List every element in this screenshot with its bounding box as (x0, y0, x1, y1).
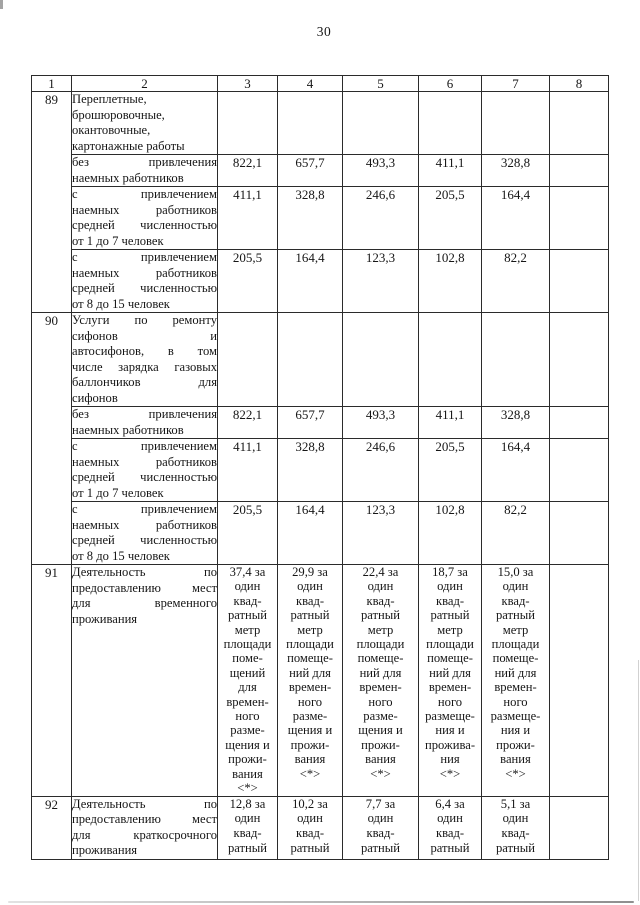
description-line: от 1 до 7 человек (72, 485, 164, 500)
description-line: для временного (72, 596, 217, 610)
value-line: площади (356, 637, 405, 652)
column-header-1: 1 (32, 76, 72, 92)
value-line: щений (229, 665, 266, 680)
value-line: щения и (287, 723, 333, 738)
empty-cell (218, 313, 278, 407)
description-line: средней численностью (72, 470, 217, 484)
value-line: один (297, 579, 323, 594)
value-line: <*> (299, 766, 321, 781)
value-line: ратный (227, 608, 267, 623)
description-line: проживания (72, 843, 138, 857)
service-description-cell (72, 796, 218, 859)
scan-bottom-edge-artifact (8, 901, 634, 903)
rate-value-cell: 164,4 (482, 439, 550, 502)
description-line: наемных работников (72, 265, 217, 280)
value-line: 12,8 за (229, 796, 266, 811)
value-line: поме- (232, 651, 263, 666)
table-row (32, 565, 609, 797)
value-line: <*> (237, 781, 258, 796)
table-row (32, 502, 609, 565)
value-line: квад- (366, 593, 395, 608)
value-line: один (502, 811, 529, 826)
value-line: метр (297, 622, 323, 637)
empty-cell (550, 313, 609, 407)
rate-value-cell: 657,7 (278, 407, 343, 439)
service-description-cell (72, 250, 218, 313)
value-line: площади (426, 637, 474, 652)
value-line: вания (232, 766, 263, 781)
description-line: предоставлению мест (72, 812, 217, 826)
description-line: наемных работников (72, 202, 217, 217)
service-description-cell (72, 313, 218, 407)
value-line: ного (297, 694, 323, 709)
rate-value-cell: 246,6 (343, 187, 419, 250)
description-line: сифонов (72, 390, 118, 405)
value-line: разме- (230, 723, 265, 738)
value-line: вания (365, 752, 396, 767)
value-line: ратный (430, 841, 470, 856)
value-line: ний для (359, 665, 402, 680)
table-row (32, 92, 609, 155)
table-header (32, 76, 609, 92)
description-line: Переплетные, (72, 92, 147, 106)
description-line: Деятельность по (72, 796, 217, 811)
rates-table (31, 75, 609, 860)
value-line: времен- (226, 694, 269, 709)
value-line: квад- (501, 826, 530, 841)
empty-cell (550, 155, 609, 187)
description-line: сифонов и (72, 328, 217, 343)
value-line: ратный (430, 608, 470, 623)
value-line: 29,9 за (292, 565, 328, 579)
value-line: 18,7 за (432, 565, 468, 579)
empty-cell (550, 407, 609, 439)
description-line: от 8 до 15 человек (72, 548, 170, 563)
column-header-3: 3 (218, 76, 278, 92)
description-line: для краткосрочного (72, 827, 217, 842)
value-line: площади (491, 637, 540, 652)
value-line: помеще- (427, 651, 473, 666)
value-line: ного (235, 709, 260, 724)
value-line: ратный (495, 608, 535, 623)
value-line: времен- (494, 680, 537, 695)
service-description-cell (72, 502, 218, 565)
value-line: 37,4 за (229, 565, 266, 579)
rate-value-cell (482, 565, 550, 797)
value-line: площади (223, 637, 272, 652)
table-row (32, 439, 609, 502)
empty-cell (419, 313, 482, 407)
empty-cell (482, 313, 550, 407)
item-number-cell: 89 (32, 92, 72, 313)
value-line: помеще- (357, 651, 404, 666)
rate-value-cell: 328,8 (482, 155, 550, 187)
empty-cell (550, 92, 609, 155)
value-line: один (234, 579, 261, 594)
value-line: размеще- (490, 709, 541, 724)
rate-value-cell (419, 796, 482, 859)
rate-value-cell: 205,5 (419, 439, 482, 502)
empty-cell (343, 313, 419, 407)
value-line: метр (502, 622, 529, 637)
value-line: квад- (233, 826, 262, 841)
description-line: предоставлению мест (72, 580, 217, 595)
value-line: 5,1 за (500, 796, 531, 811)
description-line: без привлечения (72, 407, 217, 421)
description-line: средней численностью (72, 533, 217, 547)
value-line: ратный (227, 841, 267, 856)
value-line: помеще- (287, 651, 333, 666)
rate-value-cell: 205,5 (419, 187, 482, 250)
value-line: один (437, 579, 463, 594)
empty-cell (278, 313, 343, 407)
rate-value-cell: 82,2 (482, 502, 550, 565)
rate-value-cell: 493,3 (343, 155, 419, 187)
item-number-cell: 90 (32, 313, 72, 565)
value-line: один (367, 579, 394, 594)
scan-right-edge-artifact (638, 660, 639, 901)
description-line: баллончиков для (72, 375, 217, 389)
empty-cell (550, 796, 609, 859)
header-row (32, 76, 609, 92)
description-line: брошюровочные, (72, 107, 165, 122)
empty-cell (482, 92, 550, 155)
rate-value-cell (482, 796, 550, 859)
rate-value-cell: 123,3 (343, 250, 419, 313)
description-line: средней численностью (72, 218, 217, 232)
service-description-cell (72, 187, 218, 250)
column-header-6: 6 (419, 76, 482, 92)
description-line: автосифонов, в том (72, 344, 217, 358)
rate-value-cell (218, 796, 278, 859)
service-description-cell (72, 439, 218, 502)
rate-value-cell: 164,4 (278, 250, 343, 313)
value-line: метр (367, 622, 394, 637)
value-line: ратный (290, 841, 330, 856)
empty-cell (278, 92, 343, 155)
rate-value-cell: 493,3 (343, 407, 419, 439)
value-line: один (367, 811, 394, 826)
value-line: ратный (495, 841, 535, 856)
value-line: ного (437, 694, 463, 709)
value-line: квад- (295, 593, 325, 608)
description-line: с привлечением (72, 250, 217, 264)
value-line: один (234, 811, 261, 826)
value-line: ния и (500, 723, 531, 738)
scan-corner-artifact (0, 0, 3, 9)
rate-value-cell: 411,1 (218, 439, 278, 502)
description-line: с привлечением (72, 502, 217, 516)
value-line: квад- (366, 826, 395, 841)
column-header-8: 8 (550, 76, 609, 92)
value-line: разме- (292, 709, 328, 724)
rate-value-cell: 822,1 (218, 155, 278, 187)
value-line: прожи- (290, 737, 330, 752)
value-line: прожи- (228, 752, 267, 767)
table-body (32, 92, 609, 860)
value-line: квад- (435, 826, 465, 841)
rate-value-cell: 328,8 (278, 187, 343, 250)
description-line: от 8 до 15 человек (72, 296, 170, 311)
rate-value-cell (278, 565, 343, 797)
item-number-cell: 91 (32, 565, 72, 797)
service-description-cell (72, 565, 218, 797)
rate-value-cell (343, 796, 419, 859)
description-line: без привлечения (72, 155, 217, 169)
value-line: ний для (289, 665, 331, 680)
description-line: проживания (72, 611, 138, 626)
rate-value-cell: 411,1 (419, 155, 482, 187)
value-line: вания (294, 752, 326, 767)
rate-value-cell: 328,8 (278, 439, 343, 502)
description-line: наемных работников (72, 170, 184, 185)
rate-value-cell (419, 565, 482, 797)
value-line: времен- (428, 680, 472, 695)
rate-value-cell: 82,2 (482, 250, 550, 313)
value-line: вания (500, 752, 531, 767)
value-line: прожива- (424, 737, 476, 752)
value-line: метр (234, 622, 261, 637)
value-line: размеще- (425, 709, 475, 724)
description-line: числе зарядка газовых (72, 359, 217, 374)
value-line: квад- (233, 593, 262, 608)
value-line: щения и (225, 737, 270, 752)
value-line: квад- (501, 593, 530, 608)
description-line: с привлечением (72, 187, 217, 201)
description-line: наемных работников (72, 517, 217, 532)
rate-value-cell: 246,6 (343, 439, 419, 502)
column-header-2: 2 (72, 76, 218, 92)
table-row (32, 796, 609, 859)
rate-value-cell: 123,3 (343, 502, 419, 565)
value-line: 6,4 за (435, 796, 465, 811)
empty-cell (550, 187, 609, 250)
rate-value-cell: 657,7 (278, 155, 343, 187)
rate-value-cell: 328,8 (482, 407, 550, 439)
value-line: ния и (435, 723, 465, 738)
value-line: 7,7 за (365, 796, 396, 811)
value-line: щения и (358, 723, 403, 738)
description-line: наемных работников (72, 422, 184, 437)
empty-cell (550, 565, 609, 797)
empty-cell (550, 439, 609, 502)
table-row (32, 313, 609, 407)
description-line: наемных работников (72, 454, 217, 469)
rate-value-cell: 205,5 (218, 502, 278, 565)
value-line: для (238, 680, 257, 695)
value-line: один (297, 811, 323, 826)
rate-value-cell: 205,5 (218, 250, 278, 313)
value-line: времен- (359, 680, 402, 695)
rate-value-cell (343, 565, 419, 797)
rate-value-cell (278, 796, 343, 859)
value-line: метр (437, 622, 463, 637)
rate-value-cell: 164,4 (482, 187, 550, 250)
value-line: 15,0 за (497, 565, 534, 579)
rate-value-cell: 411,1 (419, 407, 482, 439)
value-line: помеще- (492, 651, 539, 666)
description-line: с привлечением (72, 439, 217, 453)
service-description-cell (72, 407, 218, 439)
value-line: <*> (370, 766, 391, 781)
description-line: от 1 до 7 человек (72, 233, 164, 248)
value-line: ного (368, 694, 393, 709)
description-line: картонажные работы (72, 138, 185, 153)
value-line: квад- (295, 826, 325, 841)
rate-value-cell: 102,8 (419, 250, 482, 313)
empty-cell (550, 502, 609, 565)
value-line: один (502, 579, 529, 594)
value-line: прожи- (496, 737, 535, 752)
value-line: ратный (360, 841, 400, 856)
value-line: времен- (288, 680, 332, 695)
value-line: квад- (435, 593, 465, 608)
description-line: Деятельность по (72, 565, 217, 579)
value-line: 22,4 за (362, 565, 399, 579)
value-line: прожи- (361, 737, 400, 752)
column-header-4: 4 (278, 76, 343, 92)
value-line: <*> (505, 766, 526, 781)
value-line: ного (503, 694, 528, 709)
empty-cell (218, 92, 278, 155)
rate-value-cell (218, 565, 278, 797)
column-header-7: 7 (482, 76, 550, 92)
rate-value-cell: 822,1 (218, 407, 278, 439)
table-row (32, 250, 609, 313)
value-line: ния (440, 752, 460, 767)
value-line: разме- (363, 709, 398, 724)
empty-cell (419, 92, 482, 155)
rate-value-cell: 102,8 (419, 502, 482, 565)
value-line: один (437, 811, 463, 826)
page-number: 30 (316, 24, 332, 39)
value-line: <*> (439, 766, 461, 781)
description-line: Услуги по ремонту (72, 313, 217, 327)
value-line: ратный (290, 608, 330, 623)
value-line: ратный (360, 608, 400, 623)
value-line: ний для (429, 665, 471, 680)
table-row (32, 155, 609, 187)
table-row (32, 187, 609, 250)
rate-value-cell: 411,1 (218, 187, 278, 250)
column-header-5: 5 (343, 76, 419, 92)
table-row (32, 407, 609, 439)
rate-value-cell: 164,4 (278, 502, 343, 565)
value-line: ний для (494, 665, 537, 680)
service-description-cell (72, 155, 218, 187)
item-number-cell: 92 (32, 796, 72, 859)
value-line: площади (286, 637, 334, 652)
service-description-cell (72, 92, 218, 155)
value-line: 10,2 за (292, 796, 328, 811)
empty-cell (343, 92, 419, 155)
description-line: окантовочные, (72, 123, 151, 137)
empty-cell (550, 250, 609, 313)
description-line: средней численностью (72, 281, 217, 295)
